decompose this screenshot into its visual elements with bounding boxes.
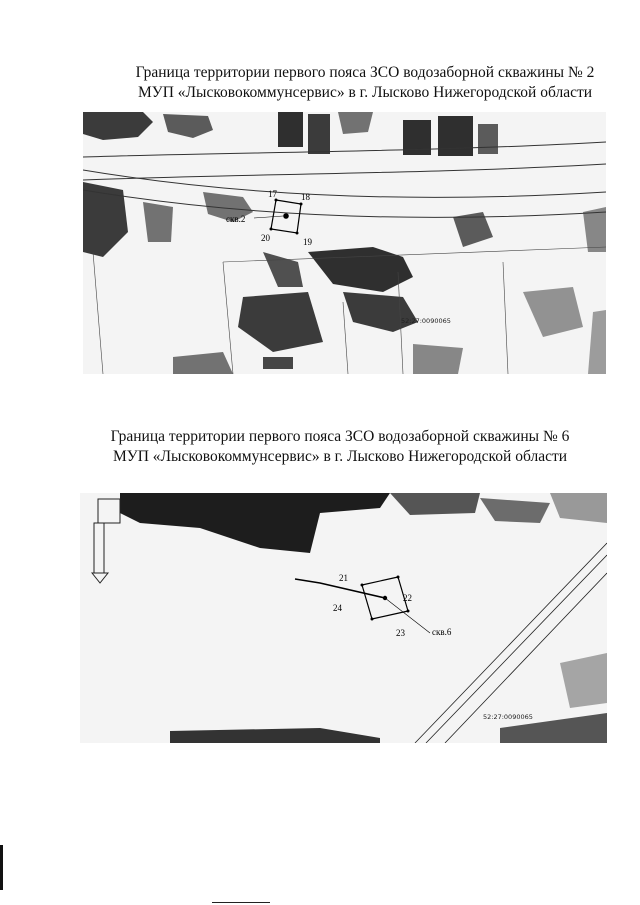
map-well-6-cadastral: 52:27:0090065	[483, 713, 533, 721]
caption-well-6-line1: Граница территории первого пояса ЗСО водозаборной скважины № 6	[110, 428, 570, 445]
map-well-6-drawing	[80, 493, 607, 743]
left-margin-mark	[0, 845, 3, 890]
map-well-2-point-20: 20	[261, 233, 270, 243]
map-well-6-point-24: 24	[333, 603, 342, 613]
caption-well-2	[110, 63, 620, 103]
map-well-2-point-19: 19	[303, 237, 312, 247]
caption-well-2-line1: Граница территории первого пояса ЗСО водозаборной скважины № 2	[135, 64, 595, 81]
caption-well-6-line2: МУП «Лысковокоммунсервис» в г. Лысково Нижегородской области	[112, 448, 568, 465]
map-well-6-point-23: 23	[396, 628, 405, 638]
map-well-6-building	[92, 499, 120, 583]
map-well-6-imagery	[120, 493, 607, 743]
footer-rule	[212, 902, 270, 903]
map-well-6-point-22: 22	[403, 593, 412, 603]
caption-well-2-line2: МУП «Лысковокоммунсервис» в г. Лысково Нижегородской области	[137, 84, 593, 101]
map-well-6-well-label: скв.6	[432, 627, 452, 637]
map-well-2-drawing	[83, 112, 606, 374]
map-well-6	[80, 493, 607, 743]
map-well-2-cadastral: 52:27:0090065	[401, 317, 451, 325]
map-well-2	[83, 112, 606, 374]
map-well-2-well-label: скв.2	[226, 214, 246, 224]
caption-well-6	[70, 427, 610, 467]
map-well-2-point-17: 17	[268, 189, 277, 199]
map-well-2-point-18: 18	[301, 192, 310, 202]
map-well-6-point-21: 21	[339, 573, 348, 583]
